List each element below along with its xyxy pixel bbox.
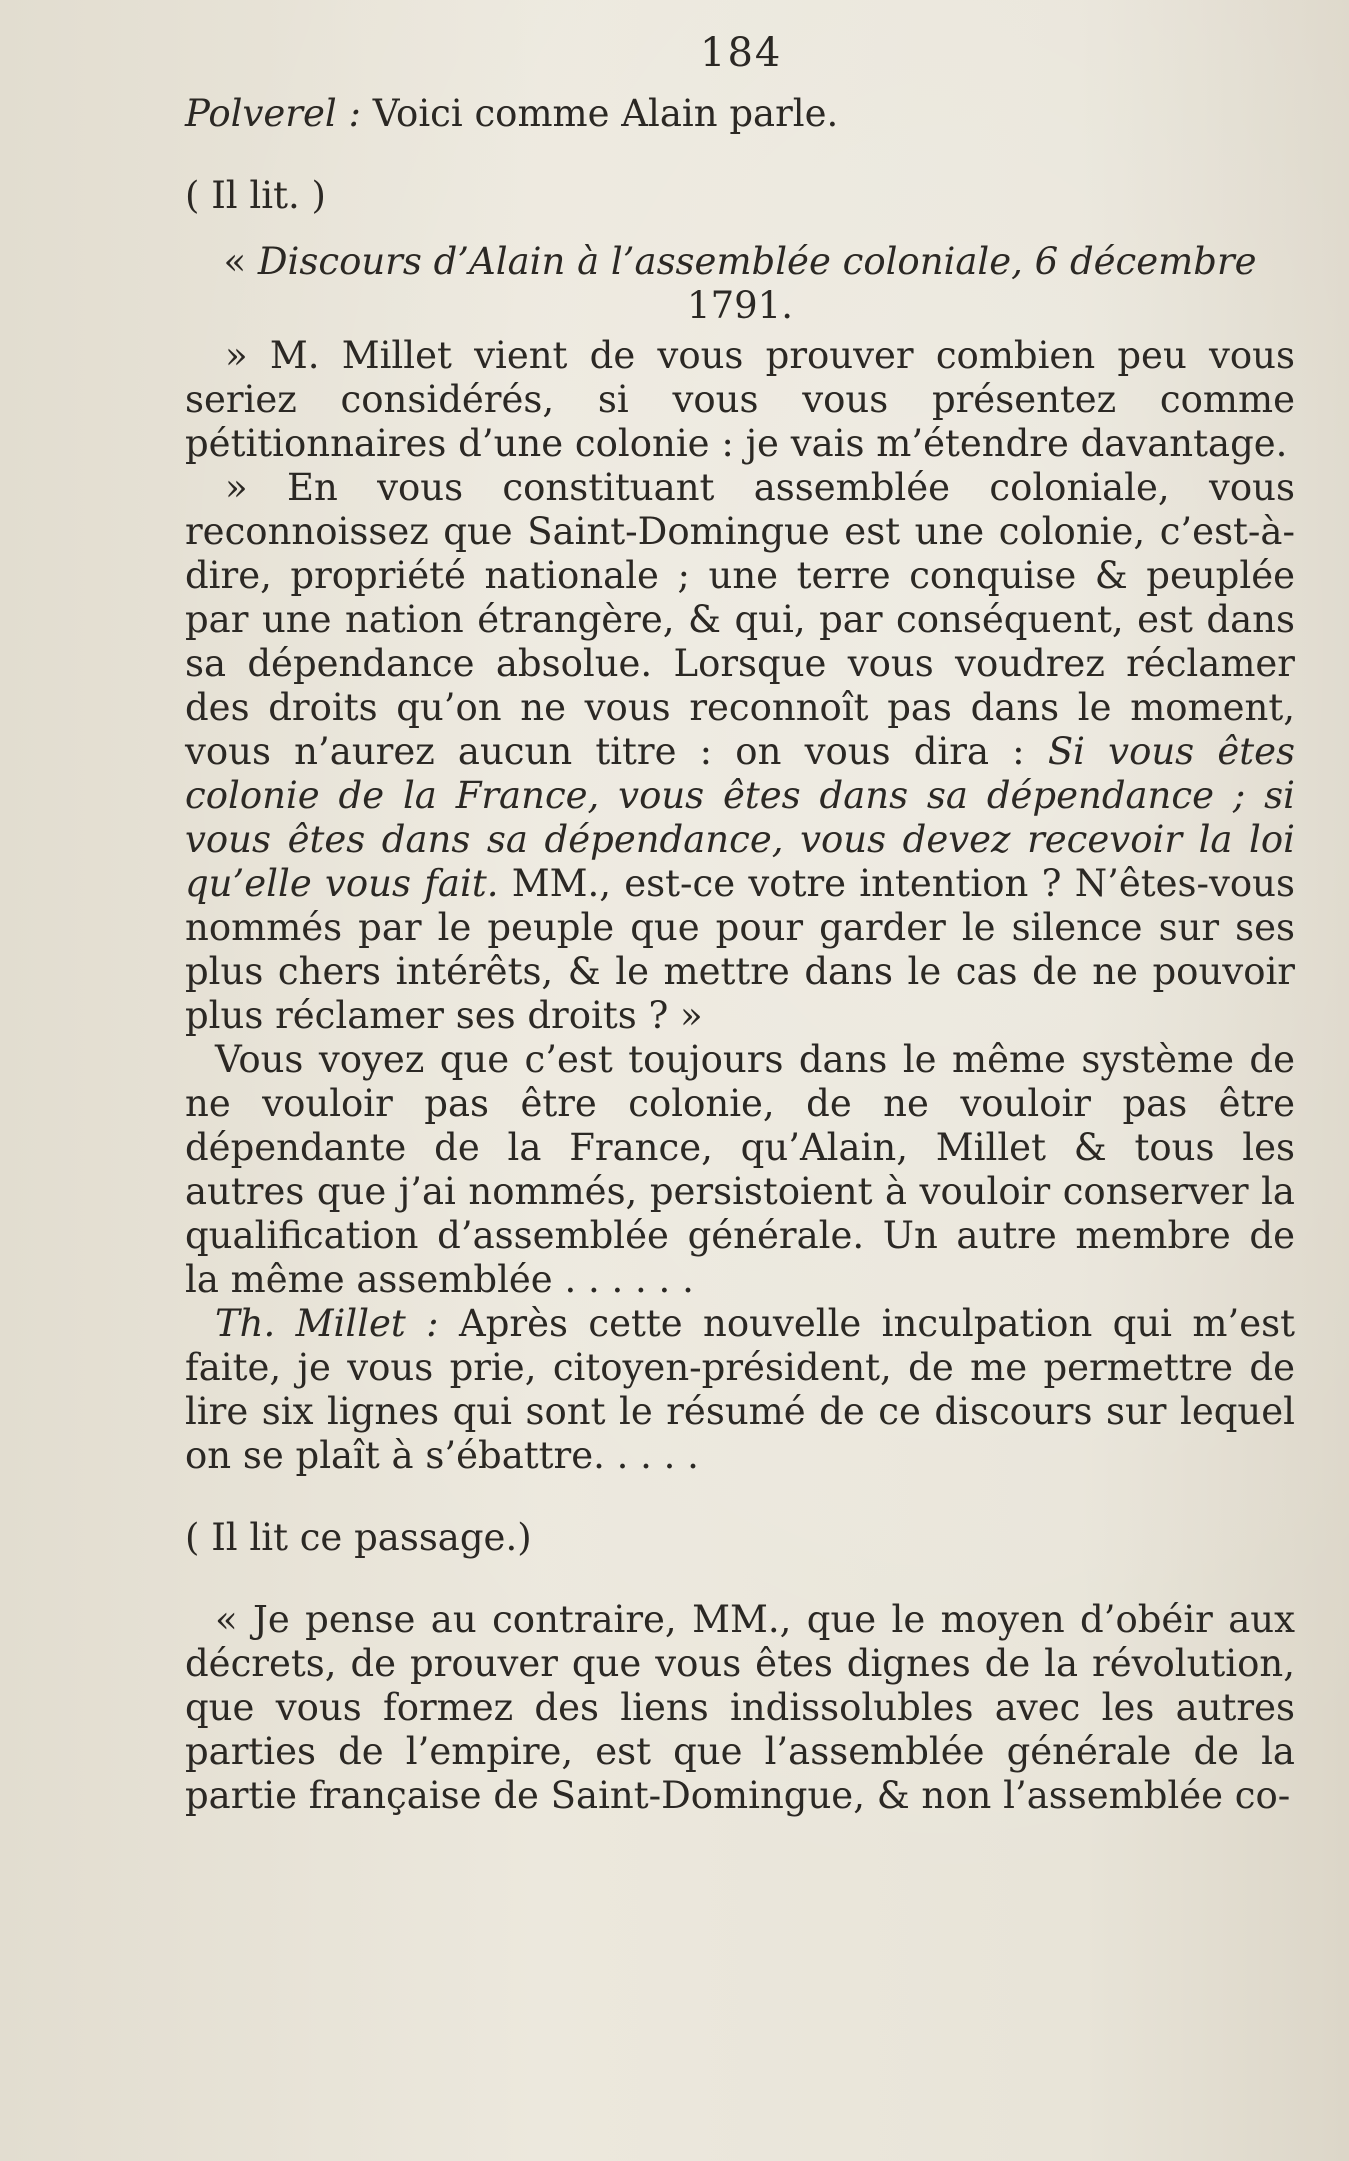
stage-direction: ( Il lit ce passage.) <box>185 1516 532 1559</box>
speech-text: MM., est-ce votre intention ? N’êtes-vous nommés par le peuple que pour garder le silence sur ses plus chers intérêts, & le mettre dans le cas de ne pouvoir plus réclamer ses droits ? » <box>185 862 1295 1037</box>
speech-title: Discours d’Alain à l’assemblée coloniale, 6 décembre <box>257 240 1257 283</box>
paragraph: » M. Millet vient de vous prouver combien peu vous seriez considérés, si vous vous présentez comme pétitionnaires d’une colonie : je vais m’étendre davantage. <box>185 334 1295 465</box>
speech-year: 1791. <box>687 284 793 327</box>
paragraph <box>185 92 1295 136</box>
speaker-name: Polverel : <box>185 92 361 135</box>
stage-direction: ( Il lit. ) <box>185 174 326 217</box>
paragraph <box>185 1302 1295 1478</box>
speech-text: Après cette nouvelle inculpation qui m’est faite, je vous prie, citoyen-président, de me permettre de lire six lignes qui sont le résumé de ce discours sur lequel on se plaît à s’ébattre. . . . . <box>185 1302 1295 1477</box>
opening-quote: « <box>223 240 258 283</box>
paragraph: Vous voyez que c’est toujours dans le même système de ne vouloir pas être colonie, de ne vouloir pas être dépendante de la France, qu’Alain, Millet & tous les autres que j’ai nommés, persistoient à vouloir conserver la qualification d’assemblée générale. Un autre membre de la même assemblée . . . . . . <box>185 1038 1295 1301</box>
speech-text: » En vous constituant assemblée coloniale, vous reconnoissez que Saint-Domingue est une colonie, c’est-à-dire, propriété nationale ; une terre conquise & peuplée par une nation étrangère, & qui, par conséquent, est dans sa dépendance absolue. Lorsque vous voudrez réclamer des droits qu’on ne vous reconnoît pas dans le moment, vous n’aurez aucun titre : on vous dira : <box>185 466 1295 773</box>
speaker-name: Th. Millet : <box>215 1302 439 1345</box>
page-number: 184 <box>700 30 783 76</box>
page-body <box>185 92 1295 1818</box>
paragraph <box>185 466 1295 1038</box>
paragraph: « Je pense au contraire, MM., que le moyen d’obéir aux décrets, de prouver que vous êtes dignes de la révolution, que vous formez des liens indissolubles avec les autres parties de l’empire, est que l’assemblée générale de la partie française de Saint-Domingue, & non l’assemblée co- <box>185 1598 1295 1817</box>
speech-text: Voici comme Alain parle. <box>360 92 839 135</box>
quoted-italic-text: Si vous êtes colonie de la France, vous êtes dans sa dépendance ; si vous êtes dans sa dépendance, vous devez recevoir la loi qu’elle vous fait. <box>185 730 1295 905</box>
quoted-speech-title <box>185 240 1295 328</box>
